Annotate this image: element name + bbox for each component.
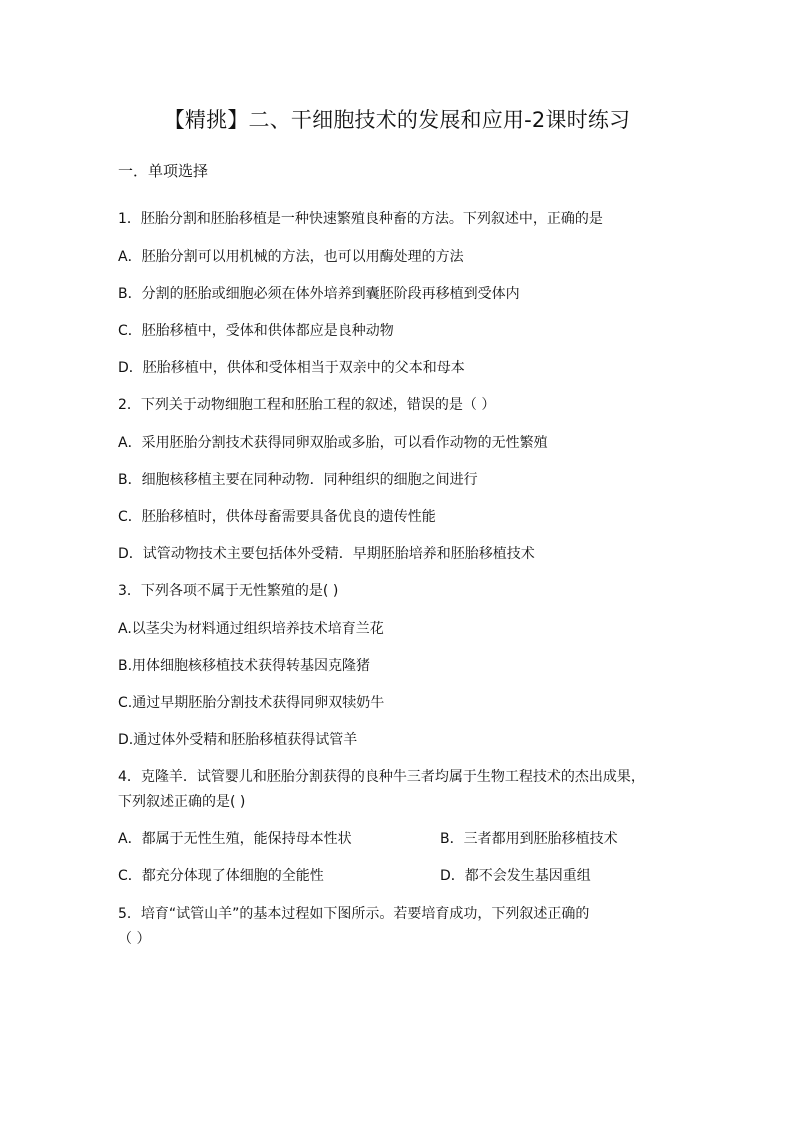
question-3-option-b: B.用体细胞核移植技术获得转基因克隆猪: [118, 658, 371, 674]
question-3-option-c: C.通过早期胚胎分割技术获得同卵双犊奶牛: [118, 695, 385, 711]
question-2-option-c: C．胚胎移植时，供体母畜需要具备优良的遗传性能: [118, 509, 436, 525]
question-4-option-a: A．都属于无性生殖，能保持母本性状: [118, 831, 352, 847]
question-1-option-c: C．胚胎移植中，受体和供体都应是良种动物: [118, 323, 394, 339]
question-3-option-a: A.以茎尖为材料通过组织培养技术培育兰花: [118, 621, 384, 637]
question-4-stem-line-1: 4．克隆羊．试管婴儿和胚胎分割获得的良种牛三者均属于生物工程技术的杰出成果，: [118, 769, 645, 785]
question-2-stem: 2．下列关于动物细胞工程和胚胎工程的叙述，错误的是（ ）: [118, 397, 496, 413]
document-title: 【精挑】二、干细胞技术的发展和应用-2课时练习: [163, 108, 631, 132]
question-5-stem-line-1: 5．培育“试管山羊”的基本过程如下图所示。若要培育成功，下列叙述正确的: [118, 906, 590, 922]
question-2-option-a: A．采用胚胎分割技术获得同卵双胎或多胎，可以看作动物的无性繁殖: [118, 435, 548, 451]
section-heading: 一．单项选择: [118, 162, 209, 180]
question-1-stem: 1．胚胎分割和胚胎移植是一种快速繁殖良种畜的方法。下列叙述中，正确的是: [118, 211, 603, 227]
question-3-option-d: D.通过体外受精和胚胎移植获得试管羊: [118, 732, 358, 748]
question-5-stem-line-2: （ ）: [118, 931, 151, 947]
question-1-option-b: B．分割的胚胎或细胞必须在体外培养到囊胚阶段再移植到受体内: [118, 286, 520, 302]
question-1-option-a: A．胚胎分割可以用机械的方法，也可以用酶处理的方法: [118, 249, 464, 265]
question-2-option-b: B．细胞核移植主要在同种动物．同种组织的细胞之间进行: [118, 472, 478, 488]
question-2-option-d: D．试管动物技术主要包括体外受精．早期胚胎培养和胚胎移植技术: [118, 546, 535, 562]
question-1-option-d: D．胚胎移植中，供体和受体相当于双亲中的父本和母本: [118, 360, 465, 376]
question-4-option-c: C．都充分体现了体细胞的全能性: [118, 868, 324, 884]
question-4-option-b: B．三者都用到胚胎移植技术: [440, 831, 618, 847]
question-4-option-d: D．都不会发生基因重组: [440, 868, 591, 884]
question-4-stem-line-2: 下列叙述正确的是( ): [118, 794, 246, 810]
question-3-stem: 3．下列各项不属于无性繁殖的是( ): [118, 583, 339, 599]
